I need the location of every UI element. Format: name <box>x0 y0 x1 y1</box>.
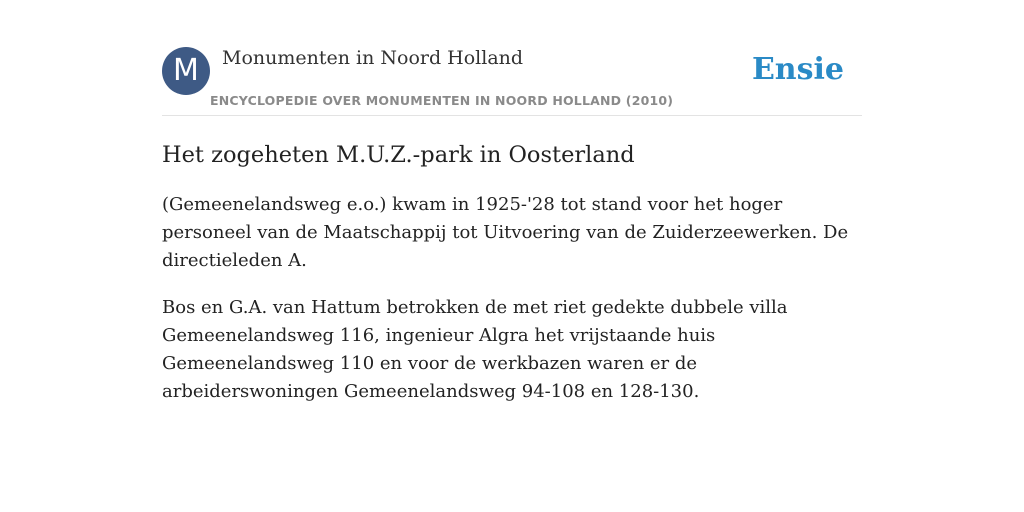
article-paragraph-1: (Gemeenelandsweg e.o.) kwam in 1925-'28 tot stand voor het hoger personeel van de Maatschappij tot Uitvoering van de Zuiderzeewerken. De directieleden A. <box>162 194 849 271</box>
article-paragraph-2: Bos en G.A. van Hattum betrokken de met riet gedekte dubbele villa Gemeenelandsweg 116, ingenieur Algra het vrijstaande huis Gemeenelandsweg 110 en voor de werkbazen waren er de arbeiderswoningen Gemeenelandsweg 94-108 en 128-130. <box>162 297 788 402</box>
article-title: Het zogeheten M.U.Z.-park in Oosterland <box>162 142 635 168</box>
brand-logo[interactable]: Ensie <box>751 52 844 87</box>
book-title[interactable]: Monumenten in Noord Holland <box>222 47 524 69</box>
content-container <box>162 46 862 406</box>
book-subtitle: ENCYCLOPEDIE OVER MONUMENTEN IN NOORD HOLLAND (2010) <box>210 93 674 108</box>
avatar[interactable]: M <box>162 47 210 95</box>
header <box>162 46 862 116</box>
